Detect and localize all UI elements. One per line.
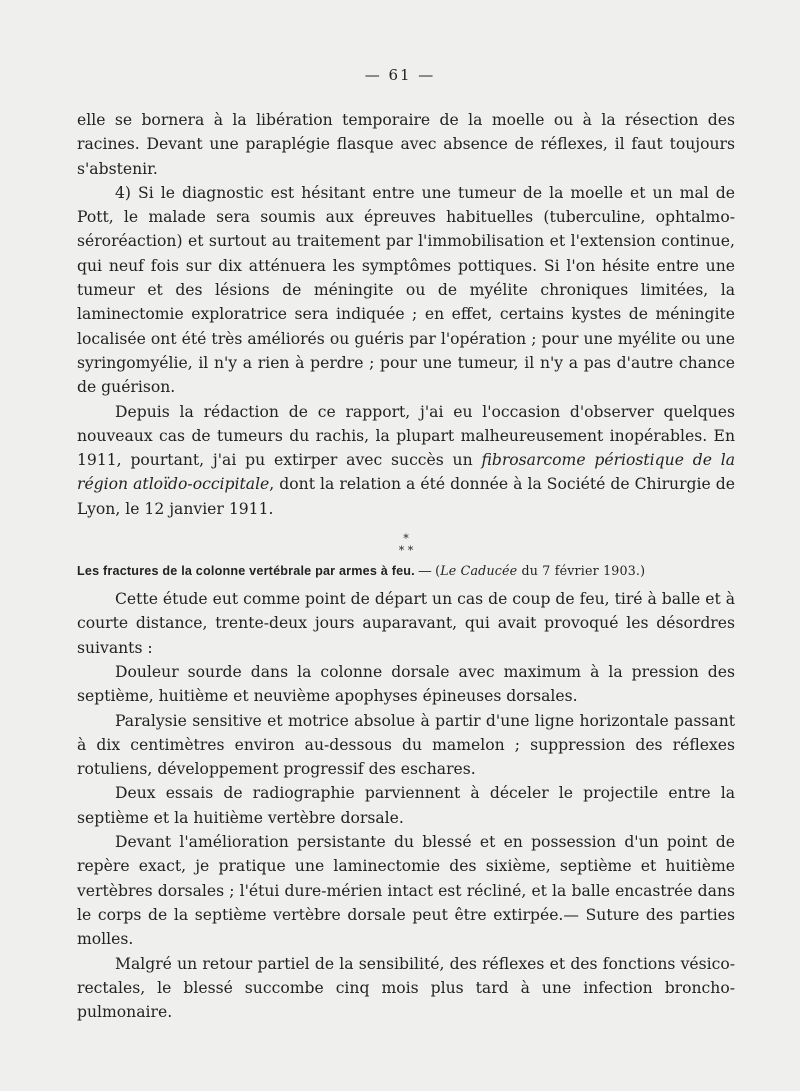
italic-term: fibrosarcome périostique de la région atloïdo-occipitale [77,451,736,494]
paragraph-radiography: Deux essais de radiographie parviennent à déceler le projectile entre la septième et la huitième vertèbre dorsale. [77,784,735,827]
paragraph-continuation: elle se bornera à la libération temporaire de la moelle ou à la résection des racines. Devant une paraplégie flasque avec absence de réflexes, il faut toujours s'abstenir. [77,111,735,178]
page-body [77,108,735,1024]
paragraph-paralysis: Paralysie sensitive et motrice absolue à partir d'une ligne horizontale passant à dix centimètres environ au-dessous du mamelon ; suppression des réflexes rotuliens, développement progressif des eschares. [77,711,735,779]
paragraph-case-intro: Cette étude eut comme point de départ un cas de coup de feu, tiré à balle et à courte distance, trente-deux jours auparavant, qui avait provoqué les désordres suivants : [77,590,735,657]
paragraph-pain: Douleur sourde dans la colonne dorsale avec maximum à la pression des septième, huitième et neuvième apophyses épineuses dorsales. [77,662,735,706]
paragraph-point-4: 4) Si le diagnostic est hésitant entre une tumeur de la moelle et un mal de Pott, le malade sera soumis aux épreuves habituelles (tuberculine, ophtalmo-séroréaction) et surtout au traitement par l'immobilisation et l'extension continue, qui neuf fois sur dix atténuera les symptômes pottiques. Si l'on hésite entre une tumeur et des lésions de méningite ou de myélite chroniques limitées, la laminectomie exploratrice sera indiquée ; en effet, certains kystes de méningite localisée ont été très améliorés ou guéris par l'opération ; pour une myélite ou une syringomyélie, il n'y a rien à perdre ; pour une tumeur, il n'y a pas d'autre chance de guérison. [77,183,735,397]
section-heading [77,561,735,581]
paragraph-text: , dont la relation a été donnée à la Société de Chirurgie de Lyon, le 12 janvier 1911. [77,475,735,518]
paragraph-operation: Devant l'amélioration persistante du blessé et en possession d'un point de repère exact, je pratique une laminectomie des sixième, septième et huitième vertèbres dorsales ; l'étui dure-mérien intact est récliné, et la balle encastrée dans le corps de la septième vertèbre dorsale peut être extirpée.— Suture des parties molles. [77,833,735,949]
separator-stars-bottom: * * [398,544,414,558]
source-journal: Le Caducée [440,563,518,579]
heading-source [435,563,645,578]
separator-star-top: * [403,532,409,546]
source-open: ( [435,563,441,579]
paragraph-recent-cases [77,400,735,521]
paragraph-text: Depuis la rédaction de ce rapport, j'ai eu l'occasion d'observer quelques nouveaux cas de tumeurs du rachis, la plupart malheureusement inopérables. En 1911, pourtant, j'ai pu extirper avec succès un [77,402,735,470]
page-number: — 61 — [364,66,436,84]
paragraph-outcome: Malgré un retour partiel de la sensibilité, des réflexes et des fonctions vésico-rectales, le blessé succombe cinq mois plus tard à une infection broncho-pulmonaire. [77,954,735,1022]
section-title: Les fractures de la colonne vertébrale par armes à feu. [77,564,415,579]
source-date: du 7 février 1903.) [517,563,646,579]
section-separator [77,521,735,561]
heading-dash: — [414,564,436,579]
